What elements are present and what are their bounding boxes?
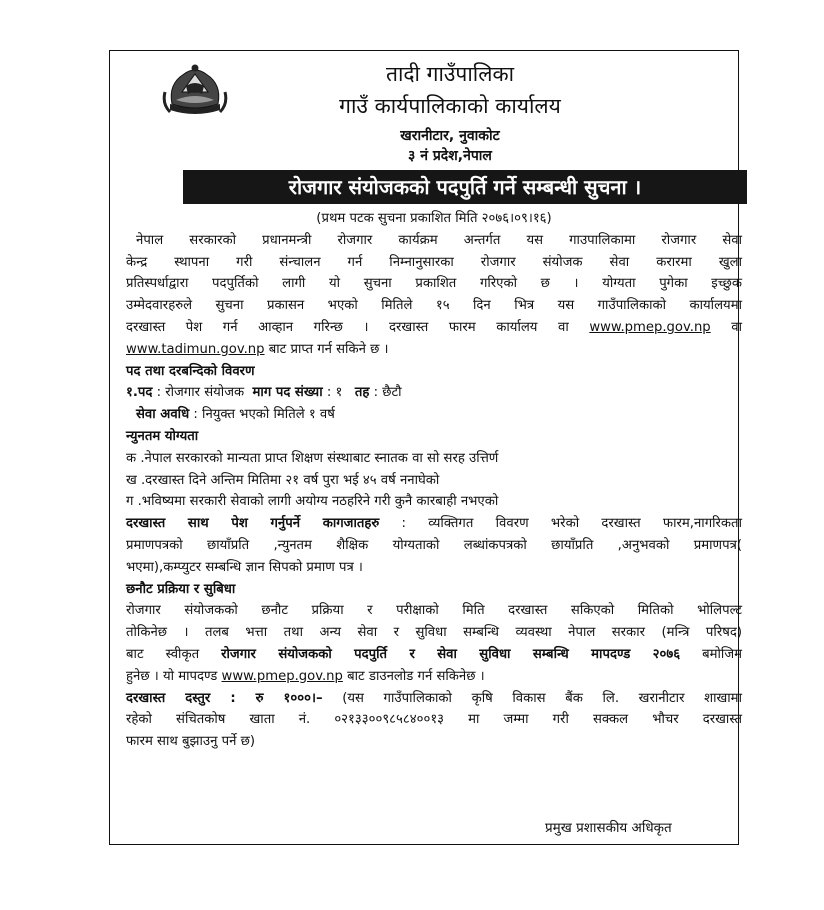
qualification-item: ख .दरखास्त दिने अन्तिम मितिमा २१ वर्ष पुरा भई ४५ वर्ष ननाघेको bbox=[126, 472, 440, 488]
documents-heading: दरखास्त साथ पेश गर्नुपर्ने कागजातहरु bbox=[126, 516, 380, 532]
level-value: : छैटौ bbox=[373, 385, 402, 401]
selection-line bbox=[126, 666, 742, 688]
fee-line bbox=[126, 688, 742, 710]
documents-line: प्रमाणपत्रको छायाँप्रति ,न्युनतम शैक्षिक योग्यताको लब्धांकपत्रको छायाँप्रति ,अनुभवको प्रमाणपत्र( bbox=[126, 537, 742, 553]
documents-text: : व्यक्तिगत विवरण भरेको दरखास्त फारम,नागरिकता bbox=[401, 516, 742, 532]
intro-line: केन्द्र स्थापना गरी संन्चालन गर्न निम्नानुसारका रोजगार संयोजक सेवा करारमा खुला bbox=[126, 254, 742, 270]
duration-label: सेवा अवधि bbox=[136, 407, 190, 423]
intro-line: प्रतिस्पर्धाद्वारा पदपुर्तिको लागी यो सुचना प्रकाशित गरिएको छ । योग्यता पुगेका इच्छुक bbox=[126, 276, 742, 292]
selection-line bbox=[126, 644, 742, 666]
qualification-item: ग .भविष्यमा सरकारी सेवाको लागी अयोग्य नठहरिने गरी कुनै कारबाही नभएको bbox=[126, 494, 499, 510]
fee-text: (यस गाउँपालिकाको कृषि विकास बैंक लि. खरानीटार शाखामा bbox=[342, 690, 742, 706]
selection-text: बाट डाउनलोड गर्न सकिनेछ । bbox=[347, 668, 485, 684]
fee-line: रहेको संचितकोष खाता नं. ०२१३३००९८५८४००१३ मा जम्मा गरी सक्कल भौचर दरखास्त bbox=[126, 712, 742, 728]
intro-line bbox=[126, 339, 742, 361]
intro-line bbox=[126, 317, 742, 339]
office-subtitle: गाउँ कार्यपालिकाको कार्यालय bbox=[339, 94, 561, 118]
documents-line bbox=[126, 513, 742, 535]
selection-line: रोजगार संयोजकको छनौट प्रक्रिया र परीक्षाको मिति दरखास्त सकिएको मितिको भोलिपल्ट bbox=[126, 603, 742, 619]
level-label: तह bbox=[354, 385, 370, 401]
post-label: १.पद bbox=[126, 385, 153, 401]
qualification-heading: न्युनतम योग्यता bbox=[126, 428, 199, 444]
demand-value: : १ bbox=[326, 385, 343, 401]
pmep-link[interactable]: www.pmep.gov.np bbox=[589, 319, 711, 335]
post-details bbox=[126, 382, 742, 404]
selection-heading: छनौट प्रक्रिया र सुबिधा bbox=[126, 581, 236, 597]
documents-line: भएमा),कम्प्युटर सम्बन्धि ज्ञान सिपको प्रमाण पत्र । bbox=[126, 559, 363, 575]
signatory: प्रमुख प्रशासकीय अधिकृत bbox=[545, 820, 672, 836]
pmep-download-link[interactable]: www.pmep.gov.np bbox=[221, 668, 343, 684]
qualification-item: क .नेपाल सरकारको मान्यता प्राप्त शिक्षण संस्थाबाट स्नातक वा सो सरह उत्तिर्ण bbox=[126, 450, 499, 466]
duration-value: : नियुक्त भएको मितिले १ वर्ष bbox=[193, 407, 335, 423]
government-emblem-icon bbox=[162, 62, 228, 124]
intro-text: बाट प्राप्त गर्न सकिने छ । bbox=[268, 341, 389, 357]
intro-text: दरखास्त पेश गर्न आव्हान गरिन्छ । दरखास्त फारम कार्यालय वा bbox=[126, 319, 569, 335]
intro-line: नेपाल सरकारको प्रधानमन्त्री रोजगार कार्यक्रम अन्तर्गत यस गाउपालिकामा रोजगार सेवा bbox=[136, 232, 742, 248]
selection-text: हुनेछ । यो मापदण्ड bbox=[126, 668, 218, 684]
selection-text: बमोजिम bbox=[702, 646, 743, 662]
intro-text: वा bbox=[731, 319, 742, 335]
tadimun-link[interactable]: www.tadimun.gov.np bbox=[126, 341, 265, 357]
post-value: : रोजगार संयोजक bbox=[156, 385, 245, 401]
selection-line: तोकिनेछ । तलब भत्ता तथा अन्य सेवा र सुविधा सम्बन्धि व्यवस्था नेपाल सरकार (मन्त्रि परिषद) bbox=[126, 625, 742, 641]
intro-line: उम्मेदवारहरुले सुचना प्रकासन भएको मितिले १५ दिन भित्र यस गाउँपालिकाको कार्यालयमा bbox=[126, 298, 742, 314]
fee-line: फारम साथ बुझाउनु पर्ने छ) bbox=[126, 734, 256, 750]
demand-label: माग पद संख्या bbox=[252, 385, 323, 401]
office-province: ३ नं प्रदेश,नेपाल bbox=[408, 148, 492, 164]
office-title: तादी गाउँपालिका bbox=[385, 62, 515, 86]
guideline-title: रोजगार संयोजकको पदपुर्ति र सेवा सुविधा सम्बन्धि मापदण्ड २०७६ bbox=[221, 646, 681, 662]
notice-body bbox=[126, 208, 742, 753]
office-address: खरानीटार, नुवाकोट bbox=[400, 128, 500, 144]
selection-text: बाट स्वीकृत bbox=[126, 646, 200, 662]
publish-date: (प्रथम पटक सुचना प्रकाशित मिति २०७६।०९।१६) bbox=[316, 211, 552, 226]
notice-banner: रोजगार संयोजकको पदपुर्ति गर्ने सम्बन्धी सुचना । bbox=[183, 170, 747, 204]
fee-label: दरखास्त दस्तुर : रु १०००।– bbox=[126, 690, 323, 706]
duration-details bbox=[126, 404, 742, 426]
post-section-heading: पद तथा दरबन्दिको विवरण bbox=[126, 363, 255, 379]
